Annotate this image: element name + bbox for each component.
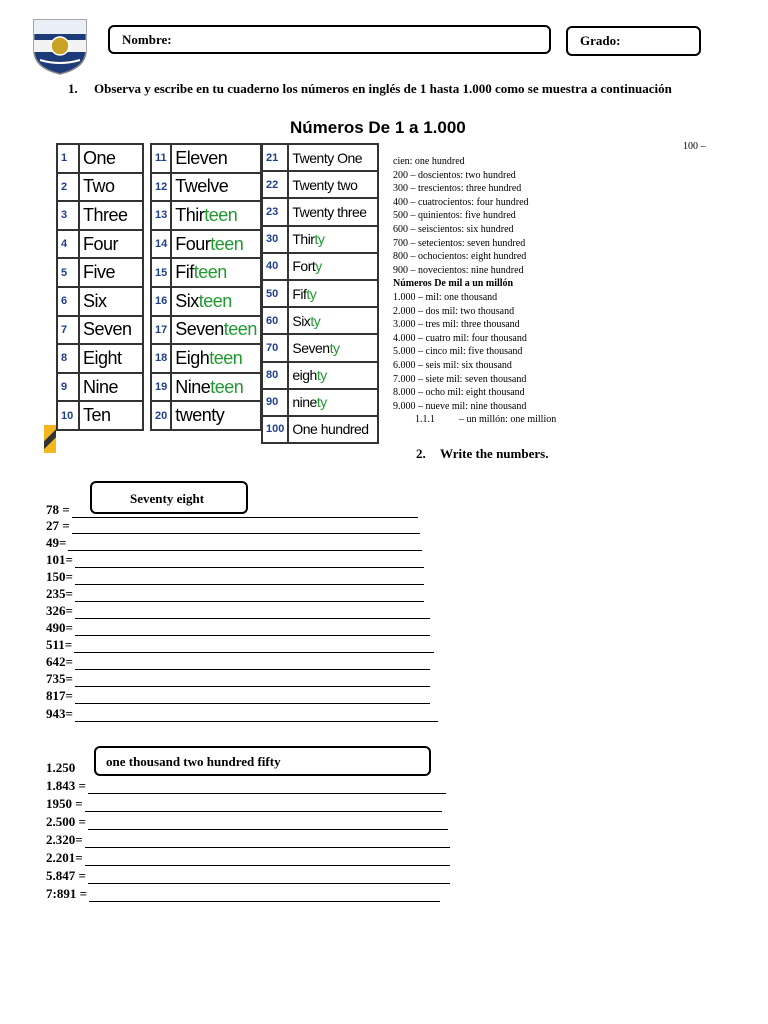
grade-label: Grado: bbox=[580, 33, 621, 48]
number-row bbox=[57, 344, 143, 373]
reference-item: 200 – doscientos: two hundred bbox=[393, 169, 516, 181]
reference-item: 6.000 – seis mil: six thousand bbox=[393, 359, 512, 371]
exercise-row bbox=[46, 777, 446, 794]
example-answer-box-2 bbox=[94, 746, 431, 776]
exercise-row bbox=[46, 849, 450, 866]
decorative-strip bbox=[44, 425, 56, 453]
number-word-stem: Twenty One bbox=[292, 149, 363, 166]
number-word-stem: nine bbox=[292, 394, 317, 411]
number-word bbox=[288, 253, 378, 280]
exercise-row bbox=[46, 534, 422, 551]
exercise-row bbox=[46, 867, 450, 884]
exercise-row bbox=[46, 602, 430, 619]
number-row bbox=[151, 201, 261, 230]
exercise-row bbox=[46, 568, 424, 585]
number-word-stem: Ten bbox=[83, 405, 111, 426]
number-digit: 18 bbox=[151, 344, 171, 373]
number-digit: 8 bbox=[57, 344, 79, 373]
number-digit: 3 bbox=[57, 201, 79, 230]
number-digit: 6 bbox=[57, 287, 79, 316]
answer-line[interactable] bbox=[88, 815, 448, 830]
number-word-suffix: teen bbox=[198, 290, 232, 311]
number-word-stem: Five bbox=[83, 262, 116, 283]
number-word-stem: Twenty three bbox=[292, 203, 367, 220]
number-word bbox=[288, 362, 378, 389]
number-word-suffix: teen bbox=[193, 262, 227, 283]
exercise-row bbox=[46, 585, 424, 602]
number-digit: 30 bbox=[262, 226, 288, 253]
number-digit: 14 bbox=[151, 230, 171, 259]
number-word bbox=[79, 258, 143, 287]
number-row bbox=[57, 173, 143, 202]
number-word-stem: Six bbox=[292, 312, 311, 329]
number-word-suffix: teen bbox=[209, 347, 243, 368]
reference-item: 800 – ochocientos: eight hundred bbox=[393, 251, 527, 263]
number-word-suffix: ty bbox=[310, 312, 321, 329]
number-word-stem: One bbox=[83, 147, 116, 168]
number-row bbox=[262, 198, 378, 225]
number-word bbox=[79, 173, 143, 202]
number-word-stem: Four bbox=[83, 233, 119, 254]
number-word bbox=[79, 316, 143, 345]
number-row bbox=[262, 253, 378, 280]
number-word bbox=[79, 287, 143, 316]
numbers-table-21-100 bbox=[261, 143, 379, 444]
number-word-suffix: ty bbox=[306, 285, 317, 302]
number-word-stem: Fif bbox=[292, 285, 307, 302]
answer-line[interactable] bbox=[72, 503, 418, 518]
school-crest-icon bbox=[30, 16, 90, 76]
exercise-number: 511= bbox=[46, 637, 73, 652]
reference-item: 400 – cuatrocientos: four hundred bbox=[393, 196, 529, 208]
answer-line[interactable] bbox=[85, 797, 442, 812]
number-word-stem: Fort bbox=[292, 258, 316, 275]
answer-line[interactable] bbox=[75, 655, 430, 670]
reference-item: 500 – quinientos: five hundred bbox=[393, 210, 516, 222]
exercise-number: 1.250 bbox=[46, 760, 76, 775]
instruction-2 bbox=[416, 445, 548, 463]
number-row bbox=[262, 144, 378, 171]
number-word-stem: Thir bbox=[292, 231, 315, 248]
exercise-row bbox=[46, 813, 448, 830]
reference-heading: Números De mil a un millón bbox=[393, 278, 514, 290]
exercise-number: 5.847 = bbox=[46, 868, 86, 883]
exercise-row bbox=[46, 653, 430, 670]
table-title: Números De 1 a 1.000 bbox=[290, 118, 466, 137]
example-answer-2: one thousand two hundred fifty bbox=[106, 754, 281, 769]
number-row bbox=[57, 373, 143, 402]
exercise-number: 490= bbox=[46, 620, 73, 635]
exercise-row bbox=[46, 831, 450, 848]
reference-item: 5.000 – cinco mil: five thousand bbox=[393, 346, 523, 358]
exercise-number: 150= bbox=[46, 569, 73, 584]
number-word-stem: Twenty two bbox=[292, 176, 358, 193]
number-row bbox=[262, 334, 378, 361]
number-digit: 9 bbox=[57, 373, 79, 402]
number-digit: 16 bbox=[151, 287, 171, 316]
number-word-stem: Seven bbox=[83, 319, 132, 340]
answer-line[interactable] bbox=[74, 638, 434, 653]
million-text: – un millón: one million bbox=[459, 414, 557, 426]
exercise-number: 101= bbox=[46, 552, 73, 567]
answer-line[interactable] bbox=[75, 707, 438, 722]
number-word bbox=[171, 230, 261, 259]
number-row bbox=[151, 344, 261, 373]
number-word-suffix: ty bbox=[316, 367, 327, 384]
number-word bbox=[79, 144, 143, 173]
number-row bbox=[151, 258, 261, 287]
reference-item: 4.000 – cuatro mil: four thousand bbox=[393, 332, 527, 344]
exercise-number: 943= bbox=[46, 706, 73, 721]
number-word bbox=[79, 344, 143, 373]
number-row bbox=[262, 389, 378, 416]
number-row bbox=[151, 230, 261, 259]
number-word-stem: Six bbox=[83, 290, 107, 311]
exercise-number: 1.843 = bbox=[46, 778, 86, 793]
number-word-stem: Four bbox=[175, 233, 211, 254]
grade-field[interactable] bbox=[566, 26, 701, 56]
reference-item: 300 – trescientos: three hundred bbox=[393, 183, 522, 195]
exercise-row bbox=[46, 551, 424, 568]
numbers-table-1-10 bbox=[56, 143, 144, 431]
reference-item: 900 – novecientos: nine hundred bbox=[393, 264, 524, 276]
number-word-stem: Twelve bbox=[175, 176, 229, 197]
instruction-2-text: Write the numbers. bbox=[440, 446, 549, 461]
number-word bbox=[171, 173, 261, 202]
exercise-row bbox=[46, 705, 438, 722]
number-row bbox=[57, 316, 143, 345]
number-word-stem: Eight bbox=[83, 347, 122, 368]
number-digit: 80 bbox=[262, 362, 288, 389]
number-digit: 2 bbox=[57, 173, 79, 202]
number-word bbox=[171, 144, 261, 173]
number-word bbox=[171, 316, 261, 345]
exercise-number: 7:891 = bbox=[46, 886, 87, 901]
number-word-stem: Nine bbox=[83, 376, 119, 397]
exercise-number: 735= bbox=[46, 671, 73, 686]
number-word bbox=[288, 171, 378, 198]
exercise-row bbox=[46, 501, 418, 518]
exercise-row bbox=[46, 795, 442, 812]
reference-item: cien: one hundred bbox=[393, 156, 465, 167]
answer-line[interactable] bbox=[75, 570, 424, 585]
exercise-row bbox=[46, 670, 430, 687]
number-word-stem: Three bbox=[83, 204, 128, 225]
number-row bbox=[57, 230, 143, 259]
number-digit: 17 bbox=[151, 316, 171, 345]
instruction-1 bbox=[68, 80, 700, 98]
exercise-number: 2.320= bbox=[46, 832, 83, 847]
number-word bbox=[288, 389, 378, 416]
number-word-suffix: ty bbox=[316, 394, 327, 411]
number-word-suffix: ty bbox=[329, 339, 340, 356]
number-word-stem: eigh bbox=[292, 367, 317, 384]
exercise-number: 2.201= bbox=[46, 850, 83, 865]
number-word bbox=[288, 307, 378, 334]
million-row bbox=[393, 413, 556, 427]
number-digit: 7 bbox=[57, 316, 79, 345]
answer-line[interactable] bbox=[89, 887, 440, 902]
number-word-stem: Two bbox=[83, 176, 115, 197]
number-digit: 100 bbox=[262, 416, 288, 443]
reference-item: 600 – seiscientos: six hundred bbox=[393, 223, 514, 235]
number-word bbox=[288, 144, 378, 171]
number-digit: 1 bbox=[57, 144, 79, 173]
reference-item: 9.000 – nueve mil: nine thousand bbox=[393, 400, 527, 412]
number-digit: 20 bbox=[151, 401, 171, 430]
number-digit: 15 bbox=[151, 258, 171, 287]
number-row bbox=[57, 201, 143, 230]
answer-line[interactable] bbox=[75, 689, 430, 704]
number-word bbox=[79, 401, 143, 430]
number-word bbox=[79, 201, 143, 230]
number-word-stem: Six bbox=[175, 290, 199, 311]
reference-item: 2.000 – dos mil: two thousand bbox=[393, 305, 515, 317]
exercise-number: 235= bbox=[46, 586, 73, 601]
number-word bbox=[288, 416, 378, 443]
answer-line[interactable] bbox=[75, 604, 430, 619]
answer-line[interactable] bbox=[85, 851, 450, 866]
answer-line[interactable] bbox=[68, 536, 422, 551]
number-digit: 60 bbox=[262, 307, 288, 334]
number-row bbox=[57, 287, 143, 316]
number-row bbox=[262, 307, 378, 334]
exercise-number: 78 = bbox=[46, 502, 70, 517]
number-word-stem: Thir bbox=[175, 204, 205, 225]
number-row bbox=[262, 226, 378, 253]
number-word-stem: Seven bbox=[175, 319, 224, 340]
exercise-row bbox=[46, 517, 420, 534]
number-digit: 22 bbox=[262, 171, 288, 198]
answer-line[interactable] bbox=[72, 519, 420, 534]
number-word bbox=[79, 373, 143, 402]
number-digit: 70 bbox=[262, 334, 288, 361]
number-word-stem: One hundred bbox=[292, 421, 369, 438]
number-word bbox=[288, 334, 378, 361]
number-word-stem: Nine bbox=[175, 376, 211, 397]
answer-line[interactable] bbox=[85, 833, 450, 848]
number-row bbox=[151, 373, 261, 402]
reference-list bbox=[393, 155, 556, 427]
instruction-2-number: 2. bbox=[416, 446, 426, 461]
exercise-row bbox=[46, 885, 440, 902]
answer-line[interactable] bbox=[75, 621, 430, 636]
reference-item: 7.000 – siete mil: seven thousand bbox=[393, 373, 527, 385]
number-word bbox=[288, 198, 378, 225]
number-digit: 19 bbox=[151, 373, 171, 402]
number-row bbox=[262, 416, 378, 443]
reference-item: 700 – setecientos: seven hundred bbox=[393, 237, 526, 249]
number-word-stem: twenty bbox=[175, 405, 225, 426]
number-word-suffix: teen bbox=[210, 233, 244, 254]
number-word-stem: Eigh bbox=[175, 347, 210, 368]
instruction-1-text: Observa y escribe en tu cuaderno los números en inglés de 1 hasta 1.000 como se muestra a continuación bbox=[94, 81, 672, 96]
number-row bbox=[57, 401, 143, 430]
number-row bbox=[151, 144, 261, 173]
answer-line[interactable] bbox=[88, 869, 450, 884]
number-row bbox=[262, 280, 378, 307]
answer-line[interactable] bbox=[88, 779, 446, 794]
exercise-number: 642= bbox=[46, 654, 73, 669]
number-digit: 21 bbox=[262, 144, 288, 171]
number-row bbox=[151, 287, 261, 316]
number-digit: 90 bbox=[262, 389, 288, 416]
answer-line[interactable] bbox=[75, 553, 424, 568]
number-word bbox=[171, 401, 261, 430]
exercise-row bbox=[46, 687, 430, 704]
number-word-suffix: teen bbox=[223, 319, 257, 340]
number-digit: 40 bbox=[262, 253, 288, 280]
number-digit: 50 bbox=[262, 280, 288, 307]
number-digit: 23 bbox=[262, 198, 288, 225]
number-digit: 5 bbox=[57, 258, 79, 287]
exercise-number: 27 = bbox=[46, 518, 70, 533]
exercise-number: 49= bbox=[46, 535, 67, 550]
number-row bbox=[151, 316, 261, 345]
hundred-label: 100 – bbox=[683, 141, 706, 152]
million-number: 1.1.1 bbox=[415, 414, 435, 426]
number-digit: 13 bbox=[151, 201, 171, 230]
number-word-stem: Eleven bbox=[175, 147, 228, 168]
name-field[interactable] bbox=[108, 25, 551, 54]
number-word bbox=[288, 226, 378, 253]
example-answer-1: Seventy eight bbox=[130, 491, 205, 506]
number-row bbox=[151, 173, 261, 202]
number-digit: 11 bbox=[151, 144, 171, 173]
number-word bbox=[171, 287, 261, 316]
number-word bbox=[171, 344, 261, 373]
number-row bbox=[57, 258, 143, 287]
reference-item: 1.000 – mil: one thousand bbox=[393, 291, 498, 303]
number-word bbox=[171, 373, 261, 402]
number-row bbox=[262, 362, 378, 389]
number-word-stem: Seven bbox=[292, 339, 330, 356]
number-word-suffix: teen bbox=[210, 376, 244, 397]
number-digit: 4 bbox=[57, 230, 79, 259]
reference-item: 8.000 – ocho mil: eight thousand bbox=[393, 387, 525, 399]
name-label: Nombre: bbox=[122, 32, 172, 47]
answer-line[interactable] bbox=[75, 587, 424, 602]
number-word bbox=[79, 230, 143, 259]
number-row bbox=[151, 401, 261, 430]
exercise-number: 326= bbox=[46, 603, 73, 618]
exercise-number: 817= bbox=[46, 688, 73, 703]
exercise-row bbox=[46, 636, 434, 653]
reference-item: 3.000 – tres mil: three thousand bbox=[393, 319, 520, 331]
exercise-row bbox=[46, 619, 430, 636]
exercise-row bbox=[46, 759, 75, 776]
number-word-suffix: teen bbox=[204, 204, 238, 225]
number-digit: 10 bbox=[57, 401, 79, 430]
number-word bbox=[288, 280, 378, 307]
numbers-table-11-20 bbox=[150, 143, 262, 431]
number-word-stem: Fif bbox=[175, 262, 194, 283]
number-word bbox=[171, 201, 261, 230]
instruction-1-number: 1. bbox=[68, 81, 78, 96]
exercise-number: 2.500 = bbox=[46, 814, 86, 829]
exercise-number: 1950 = bbox=[46, 796, 83, 811]
number-word-suffix: ty bbox=[314, 231, 325, 248]
number-digit: 12 bbox=[151, 173, 171, 202]
number-row bbox=[57, 144, 143, 173]
answer-line[interactable] bbox=[75, 672, 430, 687]
number-word-suffix: y bbox=[315, 258, 322, 275]
number-word bbox=[171, 258, 261, 287]
number-row bbox=[262, 171, 378, 198]
